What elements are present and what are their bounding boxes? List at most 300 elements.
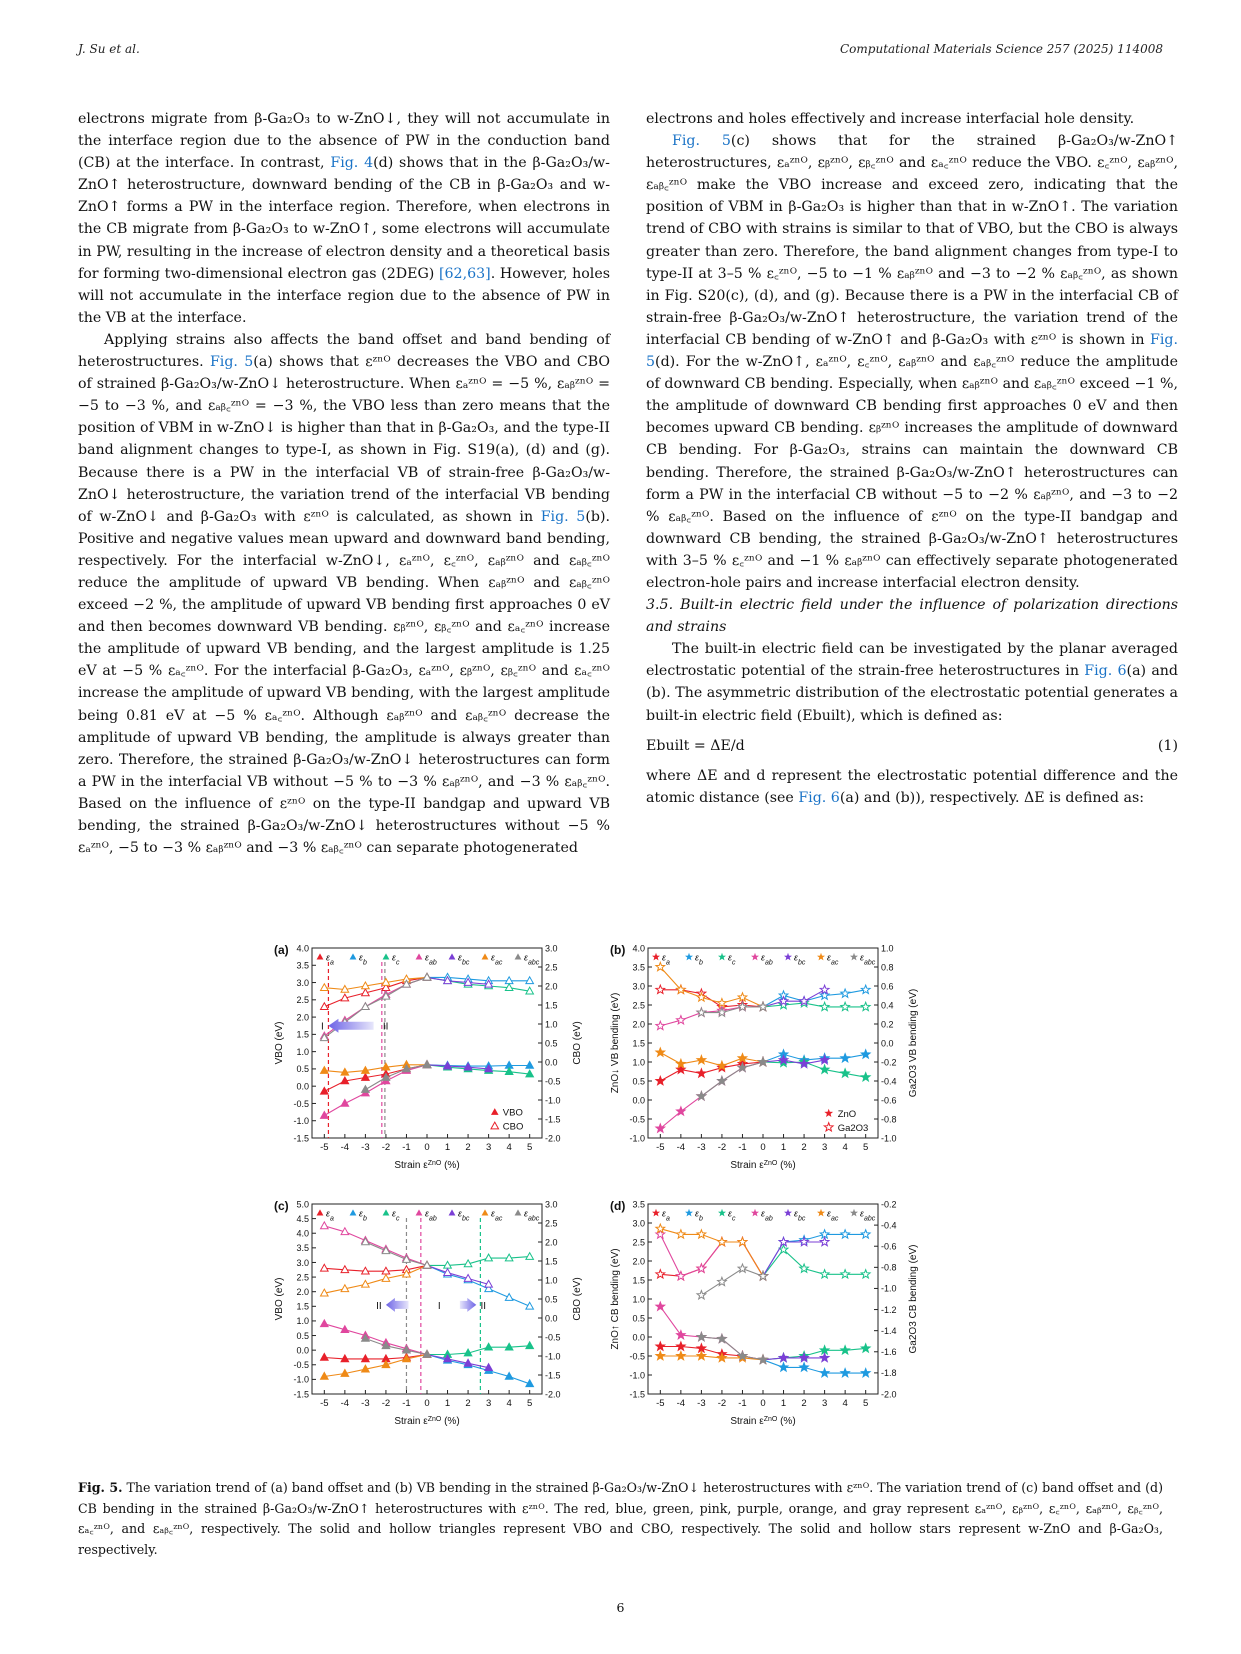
y-tick-label: 3.0 (632, 1218, 645, 1229)
y-tick-label: 0.0 (632, 1332, 645, 1343)
data-point (861, 985, 870, 993)
series-line (763, 1360, 866, 1373)
y-tick-label: 1.0 (296, 1316, 309, 1327)
legend-label: $\varepsilon_a$ (662, 1208, 670, 1222)
series-line (763, 990, 866, 1007)
y-right-tick-label: 2.5 (545, 1218, 558, 1229)
data-point (656, 1224, 665, 1232)
y-right-tick-label: 1.5 (545, 1256, 558, 1267)
legend-label: ZnO (837, 1108, 857, 1120)
data-point (677, 1059, 686, 1067)
data-point (423, 973, 431, 980)
legend-label: $\varepsilon_c$ (728, 952, 736, 966)
legend-marker (449, 1209, 456, 1215)
legend-marker (350, 953, 357, 959)
subscript: ab (764, 959, 773, 966)
subscript: ab (428, 1215, 437, 1222)
y-axis-label: VBO (eV) (274, 1277, 285, 1321)
legend-marker (482, 1209, 489, 1215)
y-right-tick-label: 0.5 (545, 1294, 558, 1305)
y-tick-label: 2.5 (296, 995, 309, 1006)
y-right-tick-label: -0.8 (881, 1262, 897, 1273)
subscript: b (698, 959, 703, 966)
data-point (841, 1346, 850, 1354)
x-tick-label: -4 (676, 1142, 686, 1153)
x-tick-label: 4 (842, 1398, 848, 1409)
data-point (362, 1003, 370, 1010)
y-right-tick-label: -1.6 (881, 1347, 897, 1358)
y-axis-label: ZnO↓ VB bending (eV) (610, 992, 621, 1094)
x-tick-label: 0 (760, 1398, 766, 1409)
subscript: abc (527, 1215, 540, 1222)
y-right-tick-label: 2.5 (545, 962, 558, 973)
x-axis-label: Strain $\varepsilon^{ZnO}$ (%) (730, 1415, 796, 1427)
legend-label: $\varepsilon_{bc}$ (458, 1208, 470, 1222)
series-line (427, 1257, 530, 1266)
y-right-axis-label: CBO (eV) (572, 1021, 583, 1065)
y-right-tick-label: 0.4 (881, 1000, 894, 1011)
y-tick-label: 1.0 (632, 1294, 645, 1305)
data-point (820, 1002, 829, 1010)
legend-marker (817, 953, 825, 961)
data-point (759, 1002, 768, 1010)
legend-marker (685, 1209, 693, 1217)
data-point (759, 1355, 768, 1363)
figure-link[interactable]: Fig. 6 (798, 789, 840, 806)
data-point (779, 1363, 788, 1371)
text-run: (a) and (b)), respectively. ΔE is defined as: (839, 789, 1145, 806)
series-line (324, 977, 427, 1006)
data-point (656, 1076, 665, 1084)
data-point (526, 1342, 534, 1349)
x-tick-label: -5 (656, 1142, 665, 1153)
legend-label: $\varepsilon_b$ (695, 952, 703, 966)
series-line (324, 1324, 427, 1355)
legend-marker (718, 1209, 726, 1217)
y-right-tick-label: -0.6 (881, 1241, 897, 1252)
data-point (841, 1270, 850, 1278)
y-right-axis-label: Ga2O3 VB bending (eV) (908, 988, 919, 1098)
data-point (697, 1056, 706, 1064)
y-tick-label: 4.0 (632, 943, 645, 954)
data-point (677, 1342, 686, 1350)
legend-marker (784, 953, 792, 961)
y-right-tick-label: -0.8 (881, 1114, 897, 1125)
data-point (779, 1237, 788, 1245)
running-header-journal: Computational Materials Science 257 (2025) 114008 (840, 42, 1163, 56)
y-tick-label: 0.0 (296, 1345, 309, 1356)
text-run: (a) shows that εᶻⁿᴼ decreases the VBO and CBO of strained β-Ga₂O₃/w-ZnO↓ heterostructure. When εₐᶻⁿᴼ = −5 %, εₐᵦᶻⁿᴼ = −5 to −3 %, and εₐᵦ꜀ᶻⁿᴼ = −3 %, the VBO less than zero means that the position of VBM in w-ZnO↓ is higher than that in β-Ga₂O₃, and the type-II band alignment changes to type-I, as shown in Fig. S19(a), (d) and (g). Because there is a PW in the interfacial VB of strain-free β-Ga₂O₃/w-ZnO↓ heterostructure, the variation trend of the interfacial VB bending of w-ZnO↓ and β-Ga₂O₃ with εᶻⁿᴼ is calculated, as shown in (78, 354, 611, 525)
data-point (321, 1067, 329, 1074)
superscript: ZnO (763, 1159, 778, 1167)
legend-marker (491, 1108, 499, 1115)
y-right-tick-label: -0.4 (881, 1076, 897, 1087)
legend-marker (515, 953, 522, 959)
data-point (362, 1355, 370, 1362)
x-tick-label: 1 (444, 1398, 451, 1409)
x-tick-label: 3 (821, 1142, 828, 1153)
subscript: ac (830, 959, 839, 966)
legend-label: VBO (502, 1107, 523, 1119)
subscript: a (329, 959, 334, 966)
y-tick-label: 3.5 (632, 1199, 645, 1210)
data-point (820, 1369, 829, 1377)
data-point (697, 993, 706, 1001)
annotation-label: I (321, 1021, 324, 1033)
y-tick-label: 0.0 (296, 1081, 309, 1092)
y-right-tick-label: -0.2 (881, 1199, 897, 1210)
subscript: c (731, 959, 736, 966)
y-tick-label: 2.5 (632, 1000, 645, 1011)
series-line (763, 1250, 866, 1277)
data-point (697, 1332, 706, 1340)
y-right-tick-label: -1.0 (545, 1351, 561, 1362)
series-line (324, 1355, 427, 1377)
subscript: abc (863, 1215, 876, 1222)
x-tick-label: 2 (465, 1398, 471, 1409)
subscript: b (362, 1215, 367, 1222)
y-tick-label: -0.5 (293, 1360, 309, 1371)
y-right-tick-label: -1.8 (881, 1368, 897, 1379)
y-right-tick-label: 1.0 (545, 1275, 558, 1286)
data-point (362, 1086, 370, 1093)
x-tick-label: 5 (863, 1398, 869, 1409)
data-point (485, 1254, 493, 1261)
legend-marker (784, 1209, 792, 1217)
legend-label: $\varepsilon_{ac}$ (491, 1208, 503, 1222)
citation-link[interactable]: [62,63] (439, 265, 491, 282)
legend-label: $\varepsilon_{ab}$ (425, 1208, 437, 1222)
data-point (656, 1048, 665, 1056)
y-tick-label: 4.0 (296, 943, 309, 954)
text-run: electrons migrate from β-Ga₂O₃ to w-ZnO↓, they will not accumulate in the interface region due to the absence of PW in the conduction band (CB) at the interface. In contrast, (78, 111, 610, 172)
arrow-right (460, 1298, 476, 1312)
legend-marker (652, 1209, 660, 1217)
legend-marker (850, 953, 858, 961)
subscript: ac (830, 1215, 839, 1222)
text-run: (a) and (b). The asymmetric distribution of the electrostatic potential generates a built-in electric field (Ebuilt), which is defined as: (646, 663, 1179, 724)
legend-marker (383, 953, 390, 959)
data-point (820, 1270, 829, 1278)
right-column (646, 108, 1178, 809)
x-tick-label: 5 (527, 1142, 533, 1153)
y-right-tick-label: 1.0 (545, 1019, 558, 1030)
series-line (324, 977, 427, 989)
legend-label: $\varepsilon_{abc}$ (524, 952, 540, 966)
series-line (660, 1229, 763, 1277)
legend-label: $\varepsilon_a$ (326, 952, 334, 966)
x-tick-label: -1 (738, 1398, 747, 1409)
data-point (841, 1230, 850, 1238)
x-tick-label: 0 (760, 1142, 766, 1153)
y-right-tick-label: -0.6 (881, 1095, 897, 1106)
running-header-authors: J. Su et al. (78, 42, 140, 56)
series-line (763, 1003, 866, 1007)
equation-body: Ebuilt = ΔE/d (646, 737, 745, 754)
y-tick-label: 0.5 (632, 1313, 645, 1324)
y-tick-label: 2.0 (296, 1286, 309, 1297)
subscript: abc (863, 959, 876, 966)
legend-marker (416, 953, 423, 959)
equation (646, 735, 1178, 757)
legend-label: $\varepsilon_c$ (392, 952, 400, 966)
y-right-axis-label: Ga2O3 CB bending (eV) (908, 1244, 919, 1354)
x-tick-label: -3 (361, 1142, 370, 1153)
y-tick-label: -1.0 (293, 1116, 309, 1127)
x-tick-label: 2 (801, 1398, 807, 1409)
data-point (841, 1369, 850, 1377)
data-point (656, 1342, 665, 1350)
y-right-tick-label: 1.0 (881, 943, 894, 954)
x-tick-label: -3 (697, 1398, 706, 1409)
text-run: (b). Positive and negative values mean upward and downward band bending, respectively. For the interfacial w-ZnO↓, εₐᶻⁿᴼ, ε꜀ᶻⁿᴼ, εₐᵦᶻⁿᴼ and εₐᵦ꜀ᶻⁿᴼ reduce the amplitude of upward VB bending. When εₐᵦᶻⁿᴼ and εₐᵦ꜀ᶻⁿᴼ exceed −2 %, the amplitude of upward VB bending first approaches 0 eV and then becomes downward VB bending. εᵦᶻⁿᴼ, εᵦ꜀ᶻⁿᴼ and εₐ꜀ᶻⁿᴼ increase the amplitude of upward VB bending, and the largest amplitude is 1.25 eV at −5 % εₐ꜀ᶻⁿᴼ. For the interfacial β-Ga₂O₃, εₐᶻⁿᴼ, εᵦᶻⁿᴼ, εᵦ꜀ᶻⁿᴼ and εₐ꜀ᶻⁿᴼ increase the amplitude of upward VB bending, with the largest amplitude being 0.81 eV at −5 % εₐ꜀ᶻⁿᴼ. Although εₐᵦᶻⁿᴼ and εₐᵦ꜀ᶻⁿᴼ decrease the amplitude of upward VB bending, the amplitude is always greater than zero. Therefore, the strained β-Ga₂O₃/w-ZnO↓ heterostructures can form a PW in the interfacial VB without −5 % to −3 % εₐᵦᶻⁿᴼ, and −3 % εₐᵦ꜀ᶻⁿᴼ. Based on the influence of εᶻⁿᴼ on the type-II bandgap and upward VB bending, the strained β-Ga₂O₃/w-ZnO↓ heterostructures without −5 % εₐᶻⁿᴼ, −5 to −3 % εₐᵦᶻⁿᴼ and −3 % εₐᵦ꜀ᶻⁿᴼ can separate photogenerated (78, 508, 610, 857)
data-point (841, 1069, 850, 1077)
y-right-tick-label: 3.0 (545, 1199, 558, 1210)
data-point (341, 1099, 349, 1106)
y-right-tick-label: 2.0 (545, 1237, 558, 1248)
legend-label: CBO (502, 1121, 524, 1133)
y-tick-label: 3.0 (296, 977, 309, 988)
y-right-tick-label: 0.0 (545, 1313, 558, 1324)
series-line (427, 1355, 489, 1368)
legend-label: $\varepsilon_{ab}$ (425, 952, 437, 966)
subscript: b (698, 1215, 703, 1222)
y-tick-label: -1.5 (293, 1133, 309, 1144)
y-tick-label: 0.5 (296, 1064, 309, 1075)
legend-marker (850, 1209, 858, 1217)
subscript: abc (527, 959, 540, 966)
y-tick-label: -1.0 (629, 1133, 645, 1144)
y-tick-label: 2.0 (632, 1019, 645, 1030)
figure-link[interactable]: Fig. 4 (330, 155, 374, 172)
y-tick-label: 2.0 (632, 1256, 645, 1267)
y-tick-label: 1.0 (296, 1046, 309, 1057)
figure-link[interactable]: Fig. 6 (1084, 663, 1127, 680)
y-tick-label: 2.5 (632, 1237, 645, 1248)
paragraph (646, 130, 1178, 594)
series-line (365, 1339, 427, 1355)
x-tick-label: 5 (527, 1398, 533, 1409)
section-heading: 3.5. Built-in electric field under the influence of polarization directions and strains (646, 597, 1178, 636)
x-tick-label: -2 (381, 1142, 391, 1153)
x-tick-label: -2 (717, 1142, 727, 1153)
y-tick-label: 1.5 (296, 1029, 309, 1040)
legend-marker (416, 1209, 423, 1215)
figure-link[interactable]: Fig. 5 (672, 133, 731, 150)
data-point (321, 1222, 329, 1229)
data-point (759, 1057, 768, 1065)
data-point (820, 985, 829, 993)
x-tick-label: -3 (361, 1398, 370, 1409)
data-point (656, 1302, 665, 1310)
data-point (718, 1237, 727, 1245)
y-tick-label: 3.5 (632, 962, 645, 973)
data-point (656, 985, 665, 993)
equation-number: (1) (1157, 737, 1178, 754)
x-tick-label: -5 (656, 1398, 665, 1409)
panel-label: (b) (610, 943, 626, 957)
annotation-label: II (376, 1300, 382, 1312)
legend-marker (491, 1122, 499, 1129)
data-point (321, 1320, 329, 1327)
data-point (526, 1253, 534, 1260)
paragraph: electrons and holes effectively and increase interfacial hole density. (646, 111, 1135, 127)
subscript: bc (461, 959, 470, 966)
y-axis-label: ZnO↑ CB bending (eV) (610, 1248, 621, 1350)
paragraph (646, 638, 1178, 726)
series-line (701, 1269, 763, 1296)
y-right-tick-label: -1.0 (881, 1133, 897, 1144)
series-line (763, 1062, 866, 1077)
figure-5 (268, 934, 1172, 1454)
legend-label: Ga2O3 (837, 1122, 869, 1134)
subscript: bc (797, 959, 806, 966)
x-tick-label: 4 (842, 1142, 848, 1153)
subscript: ab (764, 1215, 773, 1222)
subscript: a (665, 1215, 670, 1222)
x-tick-label: 2 (465, 1142, 471, 1153)
y-right-tick-label: -0.5 (545, 1076, 561, 1087)
series-line (324, 1226, 427, 1266)
legend-marker (317, 953, 324, 959)
x-tick-label: -3 (697, 1142, 706, 1153)
y-tick-label: 1.5 (296, 1301, 309, 1312)
y-right-tick-label: -2.0 (545, 1389, 561, 1400)
x-tick-label: 0 (424, 1142, 430, 1153)
data-point (779, 1353, 788, 1361)
data-point (800, 1363, 809, 1371)
data-point (656, 1351, 665, 1359)
figure-link[interactable]: Fig. 5 (646, 331, 1178, 371)
subscript: c (731, 1215, 736, 1222)
panel-b (604, 934, 922, 1190)
legend-label: $\varepsilon_{abc}$ (860, 952, 876, 966)
series-line (763, 1358, 825, 1360)
chart-svg (604, 1190, 922, 1446)
chart-svg (268, 1190, 586, 1446)
panel-c (268, 1190, 586, 1446)
text-run: . However, holes will not accumulate in the interface region due to the absence of PW in the VB at the interface. (78, 265, 610, 326)
x-tick-label: -4 (340, 1142, 350, 1153)
arrow-left (386, 1298, 409, 1312)
legend-label: $\varepsilon_{ab}$ (761, 952, 773, 966)
caption-text: The variation trend of (a) band offset and (b) VB bending in the strained β-Ga₂O₃/w-ZnO↓ heterostructures with εᶻⁿᴼ. The variation trend of (c) band offset and (d) CB bending in the strained β-Ga₂O₃/w-ZnO↑ heterostructures with εᶻⁿᴼ. The red, blue, green, pink, purple, orange, and gray represent εₐᶻⁿᴼ, εᵦᶻⁿᴼ, ε꜀ᶻⁿᴼ, εₐᵦᶻⁿᴼ, εᵦ꜀ᶻⁿᴼ, εₐ꜀ᶻⁿᴼ, and εₐᵦ꜀ᶻⁿᴼ, respectively. The solid and hollow triangles represent VBO and CBO, respectively. The solid and hollow stars represent w-ZnO and β-Ga₂O₃, respectively. (78, 1480, 1163, 1557)
x-tick-label: -2 (381, 1398, 391, 1409)
legend-marker (515, 1209, 522, 1215)
data-point (656, 962, 665, 970)
legend-label: $\varepsilon_{ac}$ (491, 952, 503, 966)
x-tick-label: -2 (717, 1398, 727, 1409)
panel-a (268, 934, 586, 1190)
y-right-tick-label: 0.0 (545, 1057, 558, 1068)
chart-svg (268, 934, 586, 1190)
data-point (526, 1061, 534, 1068)
y-tick-label: -0.5 (629, 1114, 645, 1125)
annotation-label: I (437, 1300, 441, 1312)
chart-svg (604, 934, 922, 1190)
y-tick-label: 3.5 (296, 960, 309, 971)
legend-label: $\varepsilon_{bc}$ (794, 952, 806, 966)
x-axis-label: Strain $\varepsilon^{ZnO}$ (%) (394, 1159, 460, 1171)
legend-label: $\varepsilon_b$ (695, 1208, 703, 1222)
data-point (321, 1353, 329, 1360)
y-tick-label: -0.5 (293, 1098, 309, 1109)
x-tick-label: -5 (320, 1142, 329, 1153)
x-axis-label: Strain $\varepsilon^{ZnO}$ (%) (730, 1159, 796, 1171)
y-right-tick-label: -1.5 (545, 1114, 561, 1125)
y-right-tick-label: -2.0 (881, 1389, 897, 1400)
x-tick-label: 0 (424, 1398, 430, 1409)
legend-label: $\varepsilon_b$ (359, 952, 367, 966)
data-point (861, 1230, 870, 1238)
y-right-tick-label: 0.2 (881, 1019, 894, 1030)
x-tick-label: -1 (738, 1142, 747, 1153)
x-tick-label: 4 (506, 1398, 512, 1409)
y-tick-label: 1.5 (632, 1038, 645, 1049)
legend-label: $\varepsilon_a$ (662, 952, 670, 966)
data-point (738, 993, 747, 1001)
legend-marker (383, 1209, 390, 1215)
legend-marker (751, 953, 759, 961)
data-point (841, 1002, 850, 1010)
arrow-left (328, 1019, 373, 1033)
y-right-tick-label: -1.0 (545, 1095, 561, 1106)
y-tick-label: 3.0 (296, 1257, 309, 1268)
subscript: c (395, 959, 400, 966)
y-tick-label: 0.5 (632, 1076, 645, 1087)
series-line (660, 990, 763, 1007)
panel-label: (a) (274, 943, 289, 957)
series-line (660, 967, 763, 1007)
subscript: a (329, 1215, 334, 1222)
y-right-tick-label: 0.6 (881, 981, 894, 992)
data-point (677, 1230, 686, 1238)
legend-marker (824, 1109, 833, 1117)
legend-label: $\varepsilon_{bc}$ (794, 1208, 806, 1222)
data-point (841, 1054, 850, 1062)
x-tick-label: 2 (801, 1142, 807, 1153)
y-right-tick-label: 0.5 (545, 1038, 558, 1049)
y-tick-label: -1.5 (293, 1389, 309, 1400)
y-tick-label: -1.5 (629, 1389, 645, 1400)
x-tick-label: 3 (485, 1398, 492, 1409)
y-axis-label: VBO (eV) (274, 1021, 285, 1065)
series-line (427, 1355, 530, 1384)
y-tick-label: 4.0 (296, 1228, 309, 1239)
legend-label: $\varepsilon_{bc}$ (458, 952, 470, 966)
legend-label: $\varepsilon_b$ (359, 1208, 367, 1222)
legend-label: $\varepsilon_c$ (392, 1208, 400, 1222)
series-line (660, 1347, 763, 1360)
x-tick-label: 3 (821, 1398, 828, 1409)
y-tick-label: 4.5 (296, 1213, 309, 1224)
superscript: ZnO (427, 1415, 442, 1423)
figure-link[interactable]: Fig. 5 (540, 508, 586, 525)
text-run: where ΔE and d represent the electrostatic potential difference and the atomic distance (see (646, 767, 1178, 806)
y-tick-label: 0.5 (296, 1330, 309, 1341)
data-point (485, 1343, 493, 1350)
figure-link[interactable]: Fig. 5 (209, 354, 254, 371)
y-right-tick-label: -1.5 (545, 1370, 561, 1381)
subscript: a (665, 959, 670, 966)
paragraph (646, 765, 1178, 809)
data-point (505, 977, 513, 984)
data-point (820, 1065, 829, 1073)
y-right-tick-label: 2.0 (545, 981, 558, 992)
legend-marker (685, 953, 693, 961)
superscript: ZnO (427, 1159, 442, 1167)
y-tick-label: 3.0 (632, 981, 645, 992)
